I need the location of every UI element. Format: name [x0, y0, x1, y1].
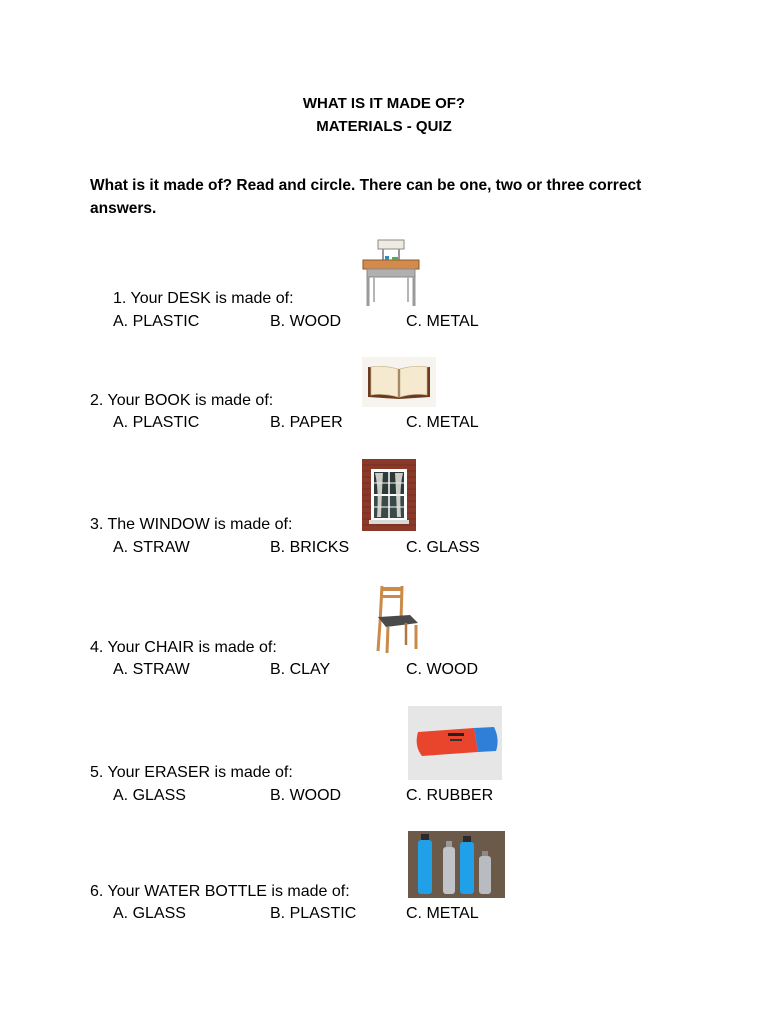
window-icon [362, 459, 416, 531]
question-2-option-a[interactable]: A. PLASTIC [113, 414, 200, 431]
question-1-option-c[interactable]: C. METAL [406, 313, 479, 330]
chair-icon [374, 583, 420, 655]
question-6-prompt: 6. Your WATER BOTTLE is made of: [90, 883, 350, 900]
question-3-option-a[interactable]: A. STRAW [113, 539, 190, 556]
question-2-option-c[interactable]: C. METAL [406, 414, 479, 431]
question-4-prompt: 4. Your CHAIR is made of: [90, 639, 277, 656]
question-4-option-b[interactable]: B. CLAY [270, 661, 331, 678]
water-bottles-icon [408, 831, 505, 898]
question-3-option-c[interactable]: C. GLASS [406, 539, 480, 556]
question-6-option-c[interactable]: C. METAL [406, 905, 479, 922]
question-3-prompt: 3. The WINDOW is made of: [90, 516, 293, 533]
desk-icon [361, 238, 421, 308]
question-5-option-b[interactable]: B. WOOD [270, 787, 342, 804]
question-4-option-c[interactable]: C. WOOD [406, 661, 478, 678]
question-2-option-b[interactable]: B. PAPER [270, 414, 343, 431]
question-6-option-b[interactable]: B. PLASTIC [270, 905, 357, 922]
question-4-option-a[interactable]: A. STRAW [113, 661, 190, 678]
page-title: WHAT IS IT MADE OF? [302, 95, 466, 112]
question-1-option-a[interactable]: A. PLASTIC [113, 313, 200, 330]
question-6-option-a[interactable]: A. GLASS [113, 905, 186, 922]
question-1-option-b[interactable]: B. WOOD [270, 313, 342, 330]
eraser-icon [408, 706, 502, 780]
question-2-prompt: 2. Your BOOK is made of: [90, 392, 274, 409]
question-5-option-c[interactable]: C. RUBBER [406, 787, 494, 804]
page-subtitle: MATERIALS - QUIZ [316, 118, 452, 135]
book-icon [362, 357, 436, 407]
instructions: What is it made of? Read and circle. There can be one, two or three correct answers. [90, 177, 642, 217]
question-3-option-b[interactable]: B. BRICKS [270, 539, 350, 556]
question-1-prompt: 1. Your DESK is made of: [113, 290, 294, 307]
question-5-option-a[interactable]: A. GLASS [113, 787, 186, 804]
question-5-prompt: 5. Your ERASER is made of: [90, 764, 293, 781]
